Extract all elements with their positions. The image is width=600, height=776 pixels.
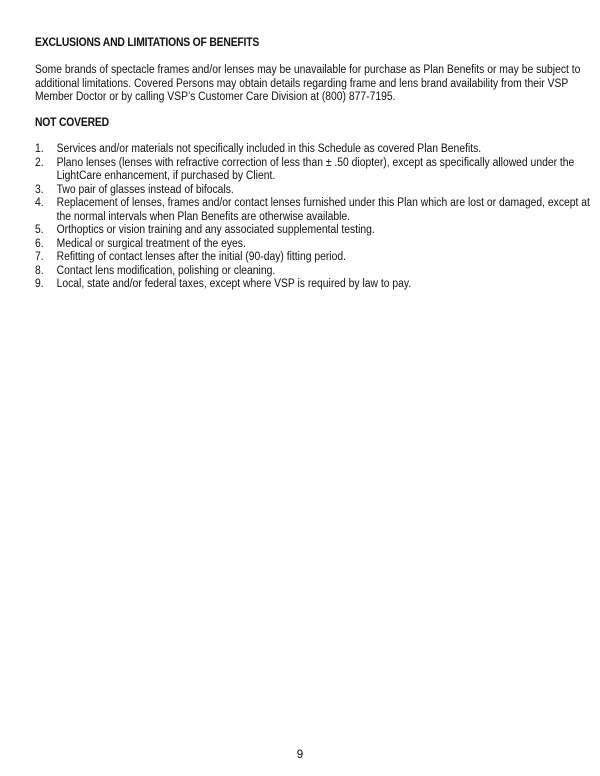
section-heading-not-covered: NOT COVERED <box>35 117 109 129</box>
intro-paragraph <box>35 64 581 105</box>
list-text: Replacement of lenses, frames and/or contact lenses furnished under this Plan which are lost or damaged, except at <box>56 197 590 209</box>
list-item <box>35 278 575 292</box>
list-text: Local, state and/or federal taxes, except where VSP is required by law to pay. <box>56 278 412 290</box>
list-text: Services and/or materials not specifically included in this Schedule as covered Plan Benefits. <box>56 143 482 155</box>
paragraph-line: Member Doctor or by calling VSP’s Customer Care Division at (800) 877-7195. <box>35 91 396 103</box>
list-number: 3. <box>35 183 44 196</box>
section-heading-exclusions: EXCLUSIONS AND LIMITATIONS OF BENEFITS <box>35 37 260 49</box>
list-item <box>35 157 575 184</box>
list-text: Plano lenses (lenses with refractive correction of less than ± .50 diopter), except as specifically allowed under the <box>56 156 575 169</box>
list-text: the normal intervals when Plan Benefits are otherwise available. <box>56 210 351 223</box>
list-text: Orthoptics or vision training and any associated supplemental testing. <box>56 224 375 236</box>
list-number: 9. <box>35 278 44 290</box>
page-number: 9 <box>296 749 304 761</box>
list-number: 8. <box>35 264 44 277</box>
list-item <box>35 224 575 238</box>
list-item <box>35 265 575 279</box>
list-number: 7. <box>35 251 44 263</box>
list-number: 1. <box>35 143 44 155</box>
list-text: Medical or surgical treatment of the eyes. <box>56 237 246 250</box>
list-number: 4. <box>35 197 44 209</box>
list-text: LightCare enhancement, if purchased by Client. <box>56 170 276 182</box>
list-item <box>35 184 575 198</box>
paragraph-line: Some brands of spectacle frames and/or lenses may be unavailable for purchase as Plan Benefits or may be subject to <box>35 64 581 76</box>
list-number: 6. <box>35 237 44 250</box>
list-text: Two pair of glasses instead of bifocals. <box>56 183 234 196</box>
list-number: 5. <box>35 224 44 236</box>
list-item <box>35 143 575 157</box>
paragraph-line: additional limitations. Covered Persons may obtain details regarding frame and lens brand availability from their VSP <box>35 77 569 90</box>
list-text: Contact lens modification, polishing or cleaning. <box>56 264 276 277</box>
list-item <box>35 197 590 224</box>
not-covered-list <box>35 143 590 292</box>
list-item <box>35 251 575 265</box>
list-number: 2. <box>35 156 44 169</box>
list-text: Refitting of contact lenses after the initial (90-day) fitting period. <box>56 251 346 263</box>
list-item <box>35 238 575 252</box>
